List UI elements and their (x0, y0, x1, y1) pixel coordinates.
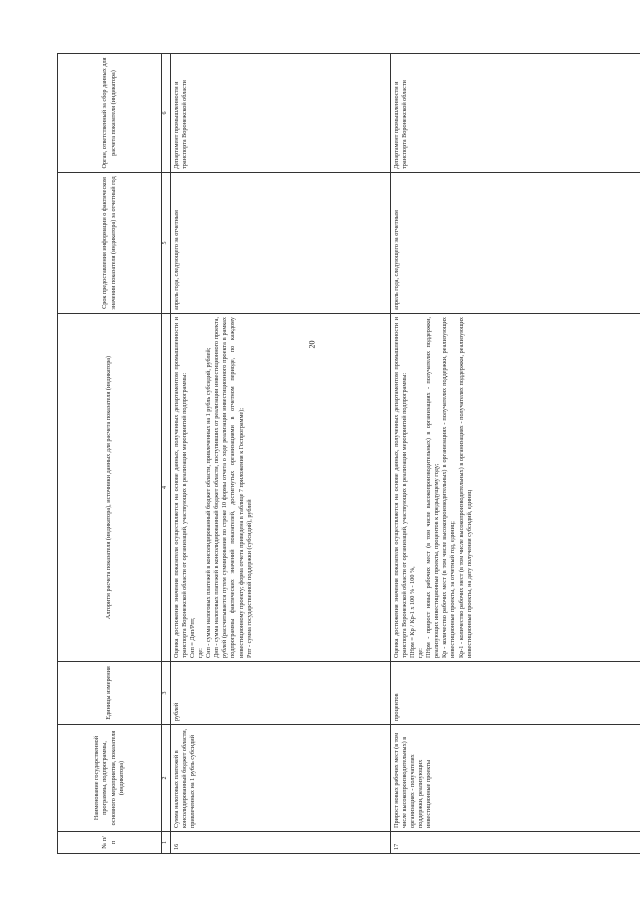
header-row (58, 54, 162, 854)
indicator-algorithm (391, 314, 640, 662)
column-number: 3 (162, 662, 171, 725)
header-name: Наименование государственной программы, подпрограммы, основного мероприятия, показателя (индикатора) (58, 725, 162, 832)
column-number: 4 (162, 314, 171, 662)
algorithm-formula: ПНрм = Кр / Кр-1 х 100 % - 100 %, (409, 566, 417, 658)
algorithm-line: Кр-1 - количество рабочих мест (в том числе высокопроизводительных) в организациях - получателях поддержки, реализующих инвестиционные проекты, на дату получения субсидий, единиц (457, 317, 473, 658)
indicator-table (57, 53, 640, 854)
rotated-table-wrapper (57, 54, 640, 854)
algorithm-line: Днп - сумма налоговых платежей в консолидированный бюджет области, поступивших от реализации инвестиционного проекта, рублей (рассчитывается путем суммирования по строке 10 формы отчета о ходе реализации инвестиционного проекта в рамках подпрограммы фактических значений показателей, достигнутых организациями в отчетном периоде, по каждому инвестиционному проекту; форма отчета приведена в таблице 7 приложения к Госпрограмме); (213, 317, 245, 658)
indicator-unit: процентов (391, 662, 640, 725)
header-organ: Орган, ответственный за сбор данных для расчета показателя (индикатора) (58, 54, 162, 173)
algorithm-line: Кр - количество рабочих мест (в том числе высокопроизводительных) в организациях - получателях поддержки, реализующих инвестиционные проекты, за отчетный год, единиц; (441, 317, 457, 658)
indicator-deadline: апрель года, следующего за отчетным (171, 173, 391, 314)
header-num: № п/п (58, 832, 162, 854)
column-number: 2 (162, 725, 171, 832)
column-number: 6 (162, 54, 171, 173)
row-number: 16 (171, 832, 391, 854)
column-number: 1 (162, 832, 171, 854)
indicator-algorithm (171, 314, 391, 662)
algorithm-line: Снп - сумма налоговых платежей в консолидированный бюджет области, привлеченных на 1 рубль субсидий, рублей; (205, 347, 213, 658)
algorithm-line: где: (417, 648, 425, 658)
header-deadline: Срок предоставления информации о фактическом значении показателя (индикатора) за отчетный год (58, 173, 162, 314)
header-unit: Единицы измерения (58, 662, 162, 725)
algorithm-line: Оценка достижения значения показателя осуществляется на основе данных, полученных департаментом промышленности и транспорта Воронежской области от организаций, участвующих в реализации мероприятий подпрограммы: (393, 317, 409, 658)
column-number-row (162, 54, 171, 854)
indicator-unit: рублей (171, 662, 391, 725)
header-algorithm: Алгоритм расчета показателя (индикатора), источники данных для расчета показателя (индикатора) (58, 314, 162, 662)
indicator-name: Сумма налоговых платежей в консолидированный бюджет области, привлеченных на 1 рубль субсидий (171, 725, 391, 832)
row-number: 17 (391, 832, 640, 854)
algorithm-line: ПНрм - прирост новых рабочих мест (в том числе высокопроизводительных) в организациях - получателях поддержки, реализующих инвестиционные проекты, процентов к предыдущему году; (425, 317, 441, 658)
table-row (171, 54, 391, 854)
indicator-organ: Департамент промышленности и транспорта Воронежской области (171, 54, 391, 173)
table-row (391, 54, 640, 854)
page-number: 20 (307, 340, 317, 349)
indicator-organ: Департамент промышленности и транспорта Воронежской области (391, 54, 640, 173)
algorithm-formula: Снп = Днп/Рпт, (189, 617, 197, 658)
algorithm-line: где: (197, 648, 205, 658)
indicator-name: Прирост новых рабочих мест (в том числе высокопроизводительных) в организациях - получателях поддержки, реализующих инвестиционные проекты (391, 725, 640, 832)
algorithm-line: Рпт - сумма государственной поддержки (субсидий), рублей (245, 499, 253, 658)
indicator-deadline: апрель года, следующего за отчетным (391, 173, 640, 314)
column-number: 5 (162, 173, 171, 314)
algorithm-line: Оценка достижения значения показателя осуществляется на основе данных, полученных департаментом промышленности и транспорта Воронежской области от организаций, участвующих в реализации мероприятий подпрограммы: (173, 317, 189, 658)
